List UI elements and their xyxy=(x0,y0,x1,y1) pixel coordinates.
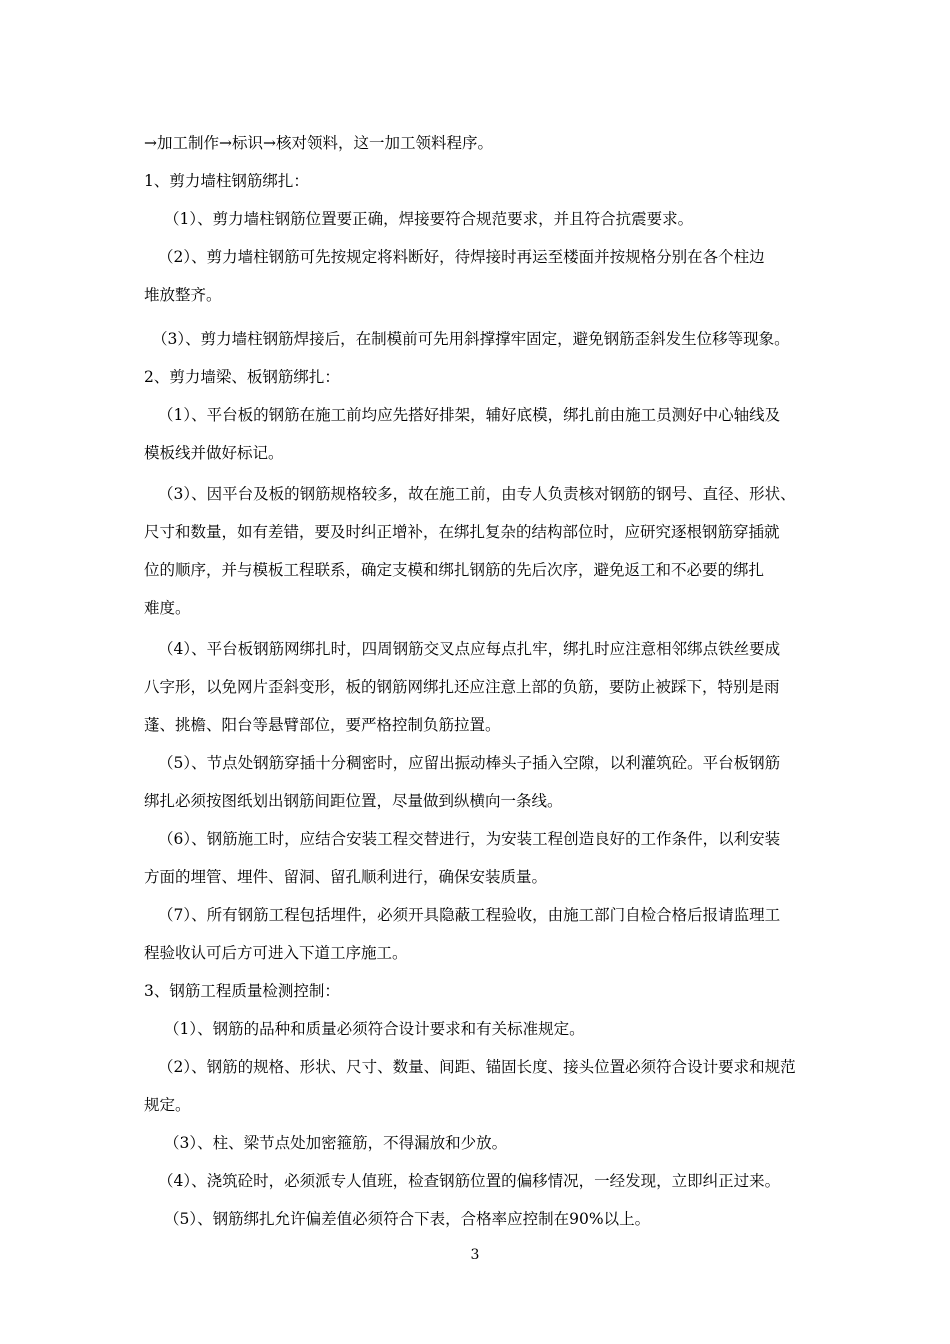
text-line: （4）、平台板钢筋网绑扎时，四周钢筋交叉点应每点扎牢，绑扎时应注意相邻绑点铁丝要成 xyxy=(158,640,781,658)
text-line: 绑扎必须按图纸划出钢筋间距位置，尽量做到纵横向一条线。 xyxy=(144,792,563,810)
text-line: （5）、钢筋绑扎允许偏差值必须符合下表，合格率应控制在90%以上。 xyxy=(164,1210,651,1228)
page-number: 3 xyxy=(470,1247,480,1263)
text-line: 尺寸和数量，如有差错，要及时纠正增补，在绑扎复杂的结构部位时，应研究逐根钢筋穿插就 xyxy=(144,523,780,541)
text-line: （6）、钢筋施工时，应结合安装工程交替进行，为安装工程创造良好的工作条件，以利安装 xyxy=(158,830,781,848)
section-heading-1: 1、剪力墙柱钢筋绑扎： xyxy=(144,172,309,190)
text-line: （3）、剪力墙柱钢筋焊接后，在制模前可先用斜撑撑牢固定，避免钢筋歪斜发生位移等现象。 xyxy=(152,330,790,348)
section-heading-3: 3、钢筋工程质量检测控制： xyxy=(144,982,340,1000)
text-line: （2）、钢筋的规格、形状、尺寸、数量、间距、锚固长度、接头位置必须符合设计要求和规范 xyxy=(158,1058,796,1076)
text-line: 八字形，以免网片歪斜变形，板的钢筋网绑扎还应注意上部的负筋，要防止被踩下，特别是雨 xyxy=(144,678,780,696)
text-line: （1）、钢筋的品种和质量必须符合设计要求和有关标准规定。 xyxy=(164,1020,585,1038)
text-line: （3）、因平台及板的钢筋规格较多，故在施工前，由专人负责核对钢筋的钢号、直径、形状、 xyxy=(158,485,796,503)
text-line: （4）、浇筑砼时，必须派专人值班，检查钢筋位置的偏移情况，一经发现，立即纠正过来。 xyxy=(158,1172,781,1190)
text-line: 位的顺序，并与模板工程联系，确定支模和绑扎钢筋的先后次序，避免返工和不必要的绑扎 xyxy=(144,561,765,579)
text-line: （3）、柱、梁节点处加密箍筋，不得漏放和少放。 xyxy=(164,1134,508,1152)
text-line: （7）、所有钢筋工程包括埋件，必须开具隐蔽工程验收，由施工部门自检合格后报请监理工 xyxy=(158,906,781,924)
document-body xyxy=(144,124,812,1238)
text-line: 堆放整齐。 xyxy=(144,286,222,304)
text-line: （1）、平台板的钢筋在施工前均应先搭好排架，辅好底模，绑扎前由施工员测好中心轴线及 xyxy=(158,406,781,424)
text-line: 方面的埋管、埋件、留洞、留孔顺利进行，确保安装质量。 xyxy=(144,868,548,886)
text-line: （2）、剪力墙柱钢筋可先按规定将料断好，待焊接时再运至楼面并按规格分别在各个柱边 xyxy=(158,248,765,266)
text-line: 规定。 xyxy=(144,1096,191,1114)
text-line: （5）、节点处钢筋穿插十分稠密时，应留出振动棒头子插入空隙，以利灌筑砼。平台板钢筋 xyxy=(158,754,781,772)
text-line: →加工制作→标识→核对领料，这一加工领料程序。 xyxy=(144,134,493,152)
section-heading-2: 2、剪力墙梁、板钢筋绑扎： xyxy=(144,368,340,386)
text-line: 蓬、挑檐、阳台等悬臂部位，要严格控制负筋拉置。 xyxy=(144,716,501,734)
text-line: 难度。 xyxy=(144,599,191,617)
text-line: 程验收认可后方可进入下道工序施工。 xyxy=(144,944,408,962)
text-line: 模板线并做好标记。 xyxy=(144,444,284,462)
text-line: （1）、剪力墙柱钢筋位置要正确，焊接要符合规范要求，并且符合抗震要求。 xyxy=(164,210,694,228)
